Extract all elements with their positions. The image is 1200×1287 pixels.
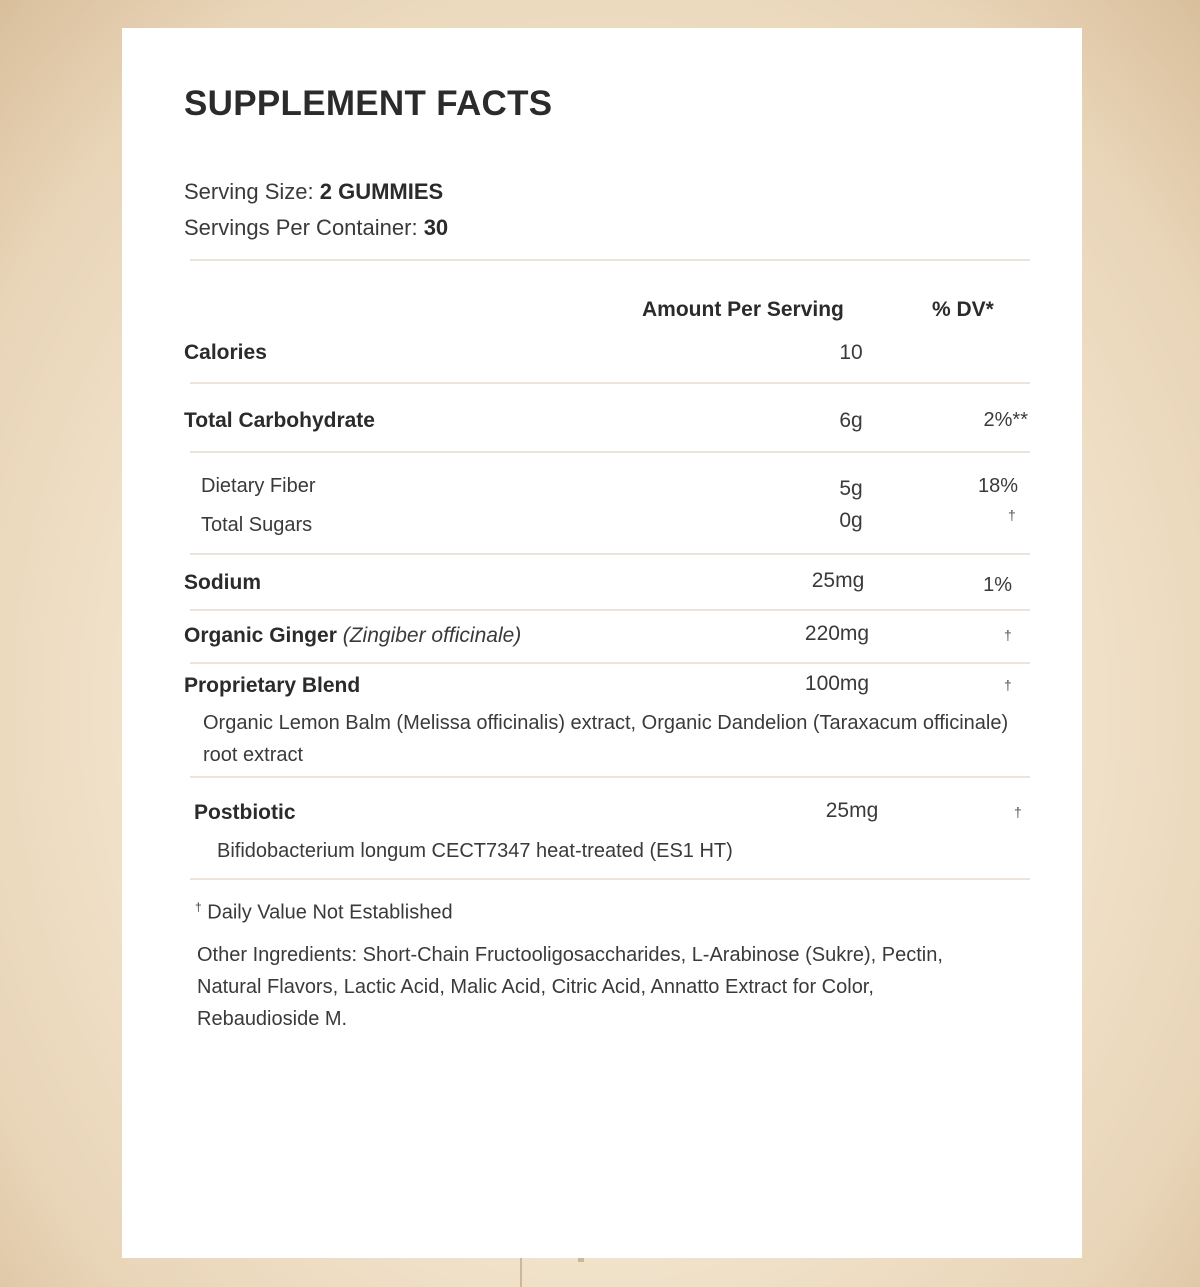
- row-fiber-amount: 5g: [839, 477, 863, 500]
- row-fiber-dv: 18%: [977, 475, 1018, 497]
- column-header-dv: % DV*: [932, 298, 994, 321]
- serving-size: [184, 179, 443, 205]
- row-postbiotic-amount: 25mg: [825, 799, 879, 822]
- row-ginger-latin: (Zingiber officinale): [342, 624, 522, 647]
- background-decoration: [520, 1258, 522, 1287]
- background-decoration: [578, 1258, 584, 1262]
- footnote-text: Daily Value Not Established: [207, 901, 453, 924]
- divider: [190, 878, 1030, 880]
- row-carb-name: Total Carbohydrate: [184, 409, 375, 432]
- row-sodium-dv: 1%: [983, 574, 1012, 596]
- column-header-amount: Amount Per Serving: [642, 298, 844, 321]
- row-postbiotic-detail: Bifidobacterium longum CECT7347 heat-treated (ES1 HT): [217, 840, 733, 862]
- row-blend-amount: 100mg: [804, 672, 870, 695]
- row-blend-detail: Organic Lemon Balm (Melissa officinalis) extract, Organic Dandelion (Taraxacum officinale) root extract: [203, 712, 1009, 766]
- row-blend-dv: †: [1004, 677, 1012, 693]
- row-fiber-name: Dietary Fiber: [201, 475, 316, 497]
- divider: [190, 776, 1030, 778]
- row-calories-name: Calories: [184, 341, 267, 364]
- row-sugars-dv: †: [1008, 507, 1016, 523]
- serving-size-value: 2 GUMMIES: [319, 179, 444, 204]
- row-ginger-dv: †: [1004, 627, 1012, 643]
- row-ginger-name: Organic Ginger: [184, 624, 337, 647]
- divider: [190, 609, 1030, 611]
- servings-per-container-label: Servings Per Container:: [184, 215, 418, 240]
- servings-per-container: [184, 215, 448, 241]
- row-sodium-name: Sodium: [184, 571, 261, 594]
- footnote: [195, 900, 453, 925]
- divider: [190, 382, 1030, 384]
- row-blend-name: Proprietary Blend: [184, 674, 361, 697]
- page-title: SUPPLEMENT FACTS: [184, 84, 553, 123]
- row-sugars-name: Total Sugars: [201, 514, 313, 536]
- row-carb-amount: 6g: [839, 409, 863, 432]
- row-calories-amount: 10: [839, 341, 863, 364]
- row-carb-dv: 2%**: [983, 409, 1028, 431]
- row-postbiotic-name: Postbiotic: [194, 801, 296, 824]
- divider: [190, 451, 1030, 453]
- row-sodium-amount: 25mg: [811, 569, 865, 592]
- serving-size-label: Serving Size:: [184, 179, 314, 204]
- row-ginger-amount: 220mg: [804, 622, 870, 645]
- other-ingredients: Other Ingredients: Short-Chain Fructooligosaccharides, L-Arabinose (Sukre), Pectin, Natural Flavors, Lactic Acid, Malic Acid, Citric Acid, Annatto Extract for Color, Rebaudioside M.: [197, 944, 943, 1030]
- divider: [190, 259, 1030, 261]
- divider: [190, 662, 1030, 664]
- row-sugars-amount: 0g: [839, 509, 863, 532]
- divider: [190, 553, 1030, 555]
- servings-per-container-value: 30: [423, 215, 449, 240]
- footnote-dagger: †: [195, 900, 202, 914]
- row-ginger: [184, 624, 521, 648]
- supplement-facts-panel: [122, 28, 1082, 1258]
- row-postbiotic-dv: †: [1014, 804, 1022, 820]
